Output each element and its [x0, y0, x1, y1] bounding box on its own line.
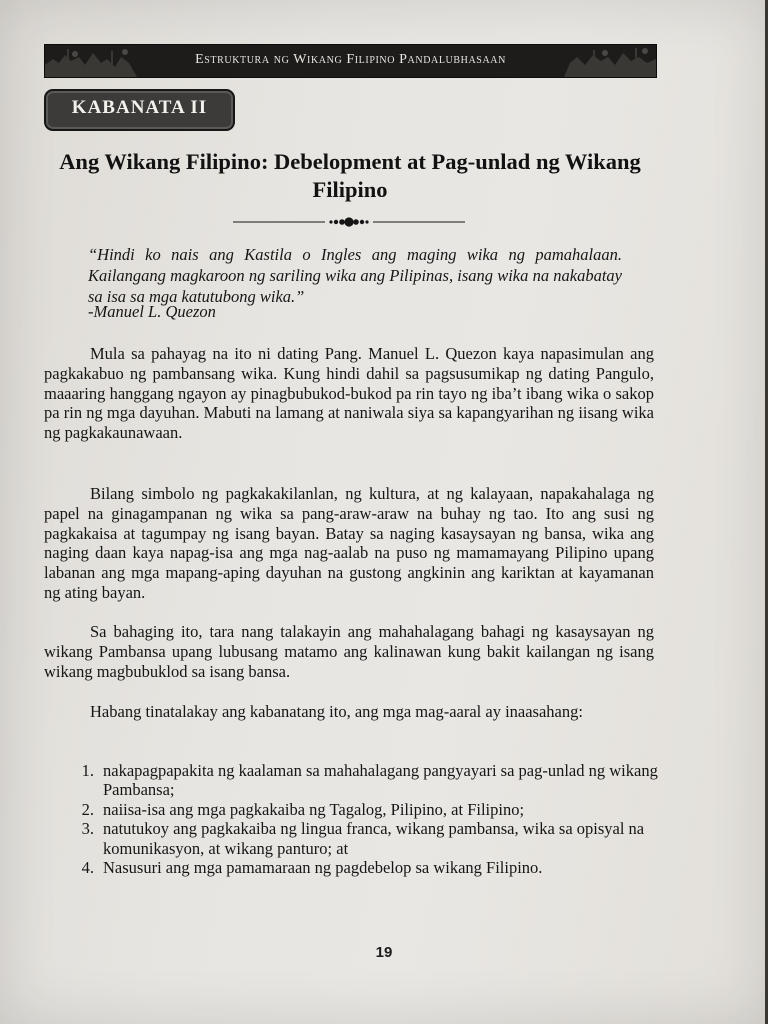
list-item-number: 4. — [81, 858, 94, 878]
page-number: 19 — [375, 944, 393, 961]
list-item-text: natutukoy ang pagkakaiba ng lingua franca, wikang pambansa, wika sa opisyal na komunikasyon, at wikang panturo; at — [103, 819, 645, 858]
body-paragraph-3: Sa bahaging ito, tara nang talakayin ang mahahalagang bahagi ng kasaysayan ng wikang Pambansa upang lubusang matamo ang kalinawan kung bakit kailangan ng isang wikang magbubuklod sa isang bansa. — [44, 622, 654, 681]
chapter-label: KABANATA II — [71, 97, 208, 118]
list-item-text: Nasusuri ang mga pamamaraan ng pagdebelop sa wikang Filipino. — [103, 858, 543, 878]
quote-attribution: -Manuel L. Quezon — [88, 302, 216, 321]
list-item-number: 3. — [81, 819, 94, 839]
list-item — [70, 819, 660, 858]
list-item — [70, 761, 660, 800]
list-item-number: 2. — [81, 799, 94, 819]
body-paragraph-1: Mula sa pahayag na ito ni dating Pang. Manuel L. Quezon kaya napasimulan ang pagkakabuo ng pambansang wika. Kung hindi dahil sa pagsusumikap ng dating Pangulo, maaaring hanggang ngayon ay pinagbubukod-bukod pa rin tayo ng iba’t ibang wika o sakop pa rin ng mga dayuhan. Mabuti na lamang at naniwala siya sa kapangyarihan ng iisang wika ng pagkakaunawaan. — [44, 344, 654, 443]
running-header-title: Estruktura ng Wikang Filipino Pandalubhasaan — [195, 52, 506, 67]
list-item — [70, 858, 660, 877]
running-header — [44, 44, 657, 78]
opening-quote: “Hindi ko nais ang Kastila o Ingles ang maging wika ng pamahalaan. Kailangang magkaroon ng sariling wika ang Pilipinas, isang wika na nakabatay sa isa sa mga katutubong wika.” — [88, 245, 622, 306]
page-title: Ang Wikang Filipino: Debelopment at Pag-unlad ng Wikang Filipino — [59, 149, 641, 202]
body-paragraph-2: Bilang simbolo ng pagkakakilanlan, ng kultura, at ng kalayaan, napakahalaga ng papel na ginagampanan ng wika sa pang-araw-araw na buhay ng tao. Ito ang susi ng pagkakaisa at tagumpay ng isang bayan. Batay sa naging kasaysayan ng bansa, wika ang naging daan kaya napag-isa ang mga nag-aalab na puso ng mamamayang Pilipino upang labanan ang mga mapang-aping dayuhan na gustong angkinin ang kariktan at kayamanan ng ating bayan. — [44, 484, 654, 602]
body-paragraph-4: Habang tinatalakay ang kabanatang ito, ang mga mag-aaral ay inaasahang: — [90, 702, 583, 721]
objectives-list — [70, 761, 660, 877]
list-item-text: nakapagpapakita ng kaalaman sa mahahalagang pangyayari sa pag-unlad ng wikang Pambansa; — [103, 761, 658, 800]
ornamental-divider-icon — [233, 212, 465, 232]
list-item-number: 1. — [81, 761, 94, 780]
list-item-text: naiisa-isa ang mga pagkakaiba ng Tagalog, Pilipino, at Filipino; — [103, 799, 525, 819]
list-item — [70, 800, 660, 819]
chapter-badge — [44, 89, 235, 131]
